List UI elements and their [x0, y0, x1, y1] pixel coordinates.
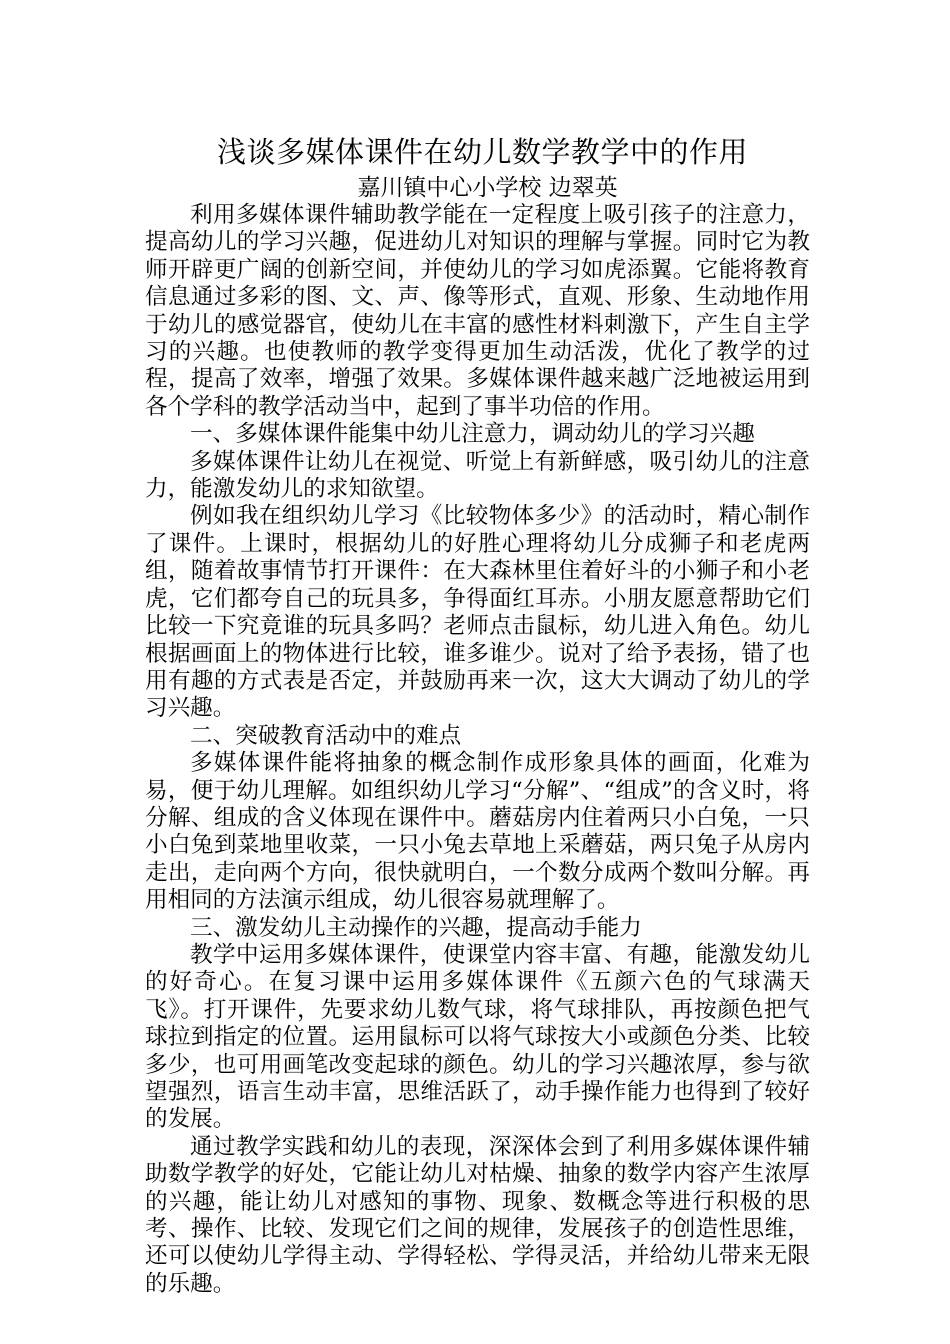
conclusion-paragraph: 通过教学实践和幼儿的表现，深深体会到了利用多媒体课件辅助数学教学的好处，它能让幼儿对枯燥、抽象的数学内容产生浓厚的兴趣，能让幼儿对感知的事物、现象、数概念等进行积极的思考、操作、比较、发现它们之间的规律，发展孩子的创造性思维，还可以使幼儿学得主动、学得轻松、学得灵活，并给幼儿带来无限的乐趣。 — [145, 1133, 810, 1297]
document-title: 浅谈多媒体课件在幼儿数学教学中的作用 — [216, 135, 748, 169]
section-heading-1: 一、多媒体课件能集中幼儿注意力，调动幼儿的学习兴趣 — [190, 421, 755, 448]
document-body — [145, 202, 810, 1298]
section-2-paragraph: 多媒体课件能将抽象的概念制作成形象具体的画面，化难为易，便于幼儿理解。如组织幼儿学习“分解”、“组成”的含义时，将分解、组成的含义体现在课件中。蘑菇房内住着两只小白兔，一只小白兔到菜地里收菜，一只小兔去草地上采蘑菇，两只兔子从房内走出，走向两个方向，很快就明白，一个数分成两个数叫分解。再用相同的方法演示组成，幼儿很容易就理解了。 — [145, 750, 810, 914]
document-page — [145, 132, 810, 1298]
section-heading-2: 二、突破教育活动中的难点 — [190, 722, 462, 749]
section-3-paragraph: 教学中运用多媒体课件，使课堂内容丰富、有趣，能激发幼儿的好奇心。在复习课中运用多媒体课件《五颜六色的气球满天飞》。打开课件，先要求幼儿数气球，将气球排队，再按颜色把气球拉到指定的位置。运用鼠标可以将气球按大小或颜色分类、比较多少，也可用画笔改变起球的颜色。幼儿的学习兴趣浓厚，参与欲望强烈，语言生动丰富，思维活跃了，动手操作能力也得到了较好的发展。 — [145, 941, 810, 1133]
intro-paragraph: 利用多媒体课件辅助教学能在一定程度上吸引孩子的注意力，提高幼儿的学习兴趣，促进幼儿对知识的理解与掌握。同时它为教师开辟更广阔的创新空间，并使幼儿的学习如虎添翼。它能将教育信息通过多彩的图、文、声、像等形式，直观、形象、生动地作用于幼儿的感觉器官，使幼儿在丰富的感性材料刺激下，产生自主学习的兴趣。也使教师的教学变得更加生动活泼，优化了教学的过程，提高了效率，增强了效果。多媒体课件越来越广泛地被运用到各个学科的教学活动当中，起到了事半功倍的作用。 — [145, 202, 810, 420]
section-1-paragraph-1: 多媒体课件让幼儿在视觉、听觉上有新鲜感，吸引幼儿的注意力，能激发幼儿的求知欲望。 — [145, 448, 810, 503]
author-line: 嘉川镇中心小学校 边翠英 — [357, 175, 618, 201]
section-1-paragraph-2: 例如我在组织幼儿学习《比较物体多少》的活动时，精心制作了课件。上课时，根据幼儿的好胜心理将幼儿分成狮子和老虎两组，随着故事情节打开课件：在大森林里住着好斗的小狮子和小老虎，它们都夸自己的玩具多，争得面红耳赤。小朋友愿意帮助它们比较一下究竟谁的玩具多吗？老师点击鼠标，幼儿进入角色。幼儿根据画面上的物体进行比较，谁多谁少。说对了给予表扬，错了也用有趣的方式表是否定，并鼓励再来一次，这大大调动了幼儿的学习兴趣。 — [145, 503, 810, 722]
section-heading-3: 三、激发幼儿主动操作的兴趣，提高动手能力 — [190, 914, 642, 941]
